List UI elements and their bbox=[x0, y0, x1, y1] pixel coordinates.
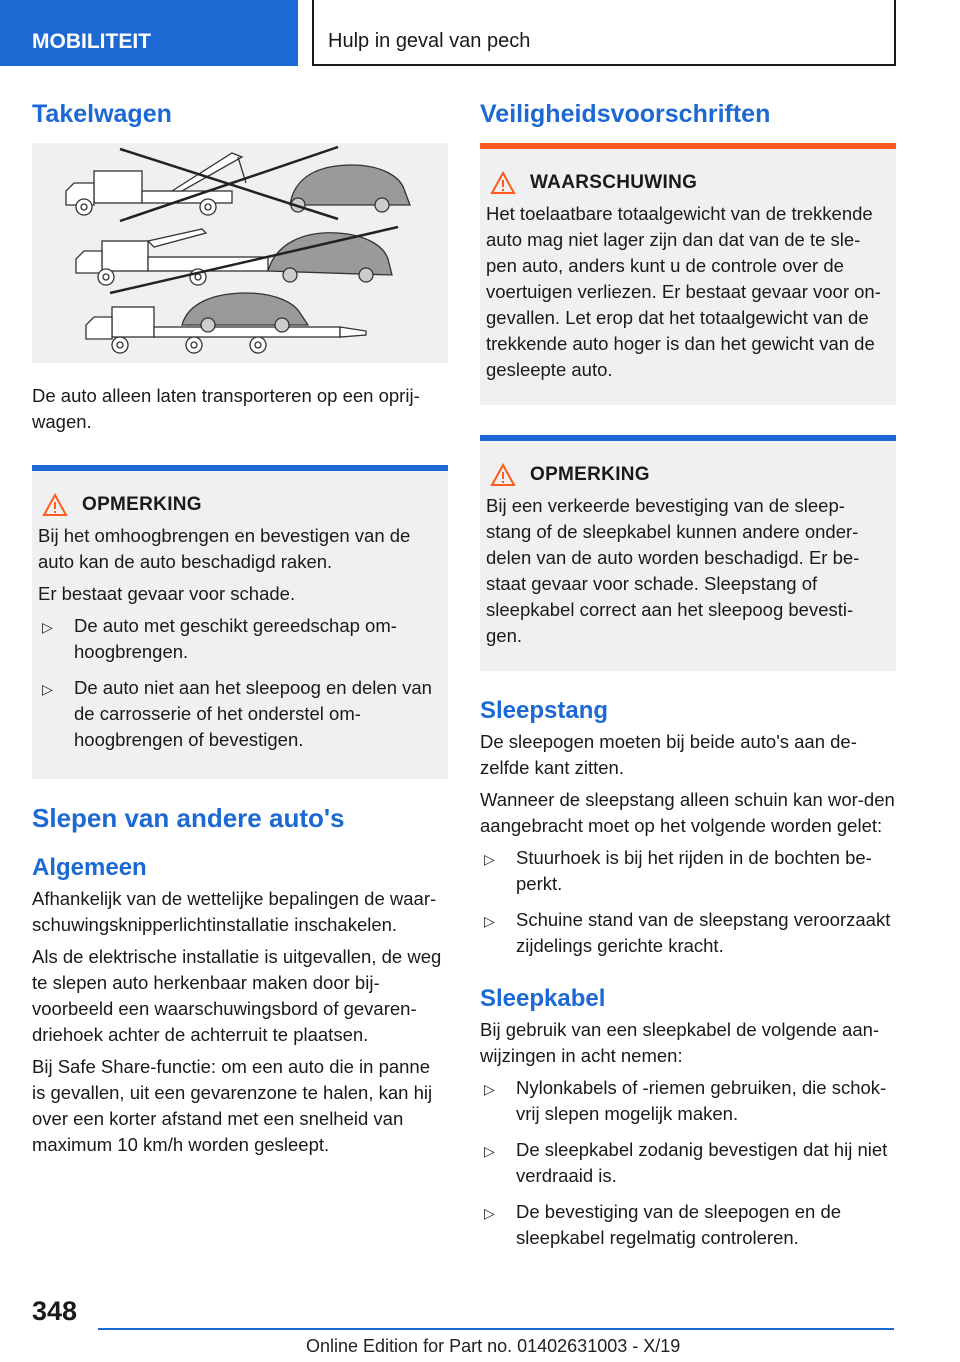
triangle-bullet-icon: ▷ bbox=[42, 619, 53, 635]
notice-box-right bbox=[480, 435, 896, 671]
warning-triangle-icon bbox=[490, 171, 516, 195]
notice-list bbox=[38, 613, 440, 753]
notice-header bbox=[490, 463, 888, 487]
list-item: ▷ Nylonkabels of -riemen gebruiken, die schok-vrij slepen mogelijk maken. bbox=[484, 1077, 887, 1124]
warning-triangle-icon bbox=[42, 493, 68, 517]
paragraph: Wanneer de sleepstang alleen schuin kan wor-den aangebracht moet op het volgende worden gelet: bbox=[480, 789, 895, 836]
notice-header bbox=[42, 493, 440, 517]
notice-text: Er bestaat gevaar voor schade. bbox=[38, 583, 296, 604]
warning-triangle-icon bbox=[490, 463, 516, 487]
triangle-bullet-icon: ▷ bbox=[42, 681, 53, 697]
list-item: ▷ De sleepkabel zodanig bevestigen dat hij niet verdraaid is. bbox=[484, 1139, 888, 1186]
notice-text: Bij een verkeerde bevestiging van de sleep-stang of de sleepkabel kunnen andere onder-delen van de auto worden beschadigd. Er be-staat gevaar voor schade. Sleepstang of sleepkabel correct aan het sleepoog bevesti-gen. bbox=[486, 495, 860, 646]
warning-header bbox=[490, 171, 888, 195]
list-item: ▷ De bevestiging van de sleepogen en de sleepkabel regelmatig controleren. bbox=[484, 1201, 842, 1248]
edition-text: Online Edition for Part no. 01402631003 - X/19 bbox=[306, 1336, 681, 1356]
chapter-title: Hulp in geval van pech bbox=[312, 0, 896, 66]
triangle-bullet-icon: ▷ bbox=[484, 1143, 495, 1159]
heading-algemeen: Algemeen bbox=[32, 854, 147, 881]
notice-box-left bbox=[32, 465, 448, 779]
paragraph: Bij Safe Share-functie: om een auto die in panne is gevallen, uit een gevarenzone te halen, kan hij over een korter afstand met een snelheid van maximum 10 km/h worden gesleept. bbox=[32, 1056, 433, 1155]
list-item: ▷ Stuurhoek is bij het rijden in de bochten be-perkt. bbox=[484, 847, 872, 894]
figure-caption: De auto alleen laten transporteren op een oprij-wagen. bbox=[32, 385, 420, 432]
tow-truck-diagram bbox=[32, 143, 448, 363]
heading-takelwagen: Takelwagen bbox=[32, 100, 172, 128]
warning-title: WAARSCHUWING bbox=[530, 172, 698, 193]
tow-truck-illustration bbox=[32, 143, 448, 363]
heading-sleepkabel: Sleepkabel bbox=[480, 985, 606, 1012]
right-column bbox=[480, 100, 896, 1261]
warning-box bbox=[480, 143, 896, 405]
sleepkabel-list bbox=[480, 1075, 896, 1251]
triangle-bullet-icon: ▷ bbox=[484, 913, 495, 929]
page-number: 348 bbox=[32, 1296, 78, 1326]
heading-veiligheid: Veiligheidsvoorschriften bbox=[480, 100, 771, 128]
heading-sleepstang: Sleepstang bbox=[480, 697, 609, 724]
paragraph: Afhankelijk van de wettelijke bepalingen de waar-schuwingsknipperlichtinstallatie inschakelen. bbox=[32, 888, 437, 935]
footer-divider bbox=[98, 1328, 894, 1330]
list-item: ▷ Schuine stand van de sleepstang veroorzaakt zijdelings gerichte kracht. bbox=[484, 909, 891, 956]
list-item: ▷ De auto niet aan het sleepoog en delen van de carrosserie of het onderstel om-hoogbrengen of bevestigen. bbox=[42, 677, 432, 750]
warning-text: Het toelaatbare totaalgewicht van de trekkende auto mag niet lager zijn dan dat van de te sle-pen auto, anders kunt u de controle over de voertuigen verliezen. Er bestaat gevaar voor on-gevallen. Let erop dat het totaalgewicht van de trekkende auto hoger is dan het gewicht van de gesleepte auto. bbox=[486, 203, 881, 380]
notice-text: Bij het omhoogbrengen en bevestigen van de auto kan de auto beschadigd raken. bbox=[38, 525, 411, 572]
paragraph: De sleepogen moeten bij beide auto's aan de-zelfde kant zitten. bbox=[480, 731, 857, 778]
sleepstang-list bbox=[480, 845, 896, 959]
page-header bbox=[0, 0, 960, 66]
triangle-bullet-icon: ▷ bbox=[484, 851, 495, 867]
paragraph: Bij gebruik van een sleepkabel de volgende aan-wijzingen in acht nemen: bbox=[480, 1019, 880, 1066]
triangle-bullet-icon: ▷ bbox=[484, 1205, 495, 1221]
left-column bbox=[32, 100, 448, 1164]
heading-slepen: Slepen van andere auto's bbox=[32, 803, 345, 833]
notice-title: OPMERKING bbox=[530, 464, 650, 485]
notice-title: OPMERKING bbox=[82, 494, 202, 515]
list-item: ▷ De auto met geschikt gereedschap om-hoogbrengen. bbox=[42, 615, 397, 662]
paragraph: Als de elektrische installatie is uitgevallen, de weg te slepen auto herkenbaar maken door bij-voorbeeld een waarschuwingsbord of gevaren-driehoek achter de achterruit te plaatsen. bbox=[32, 946, 442, 1045]
triangle-bullet-icon: ▷ bbox=[484, 1081, 495, 1097]
section-tab: MOBILITEIT bbox=[0, 0, 298, 66]
